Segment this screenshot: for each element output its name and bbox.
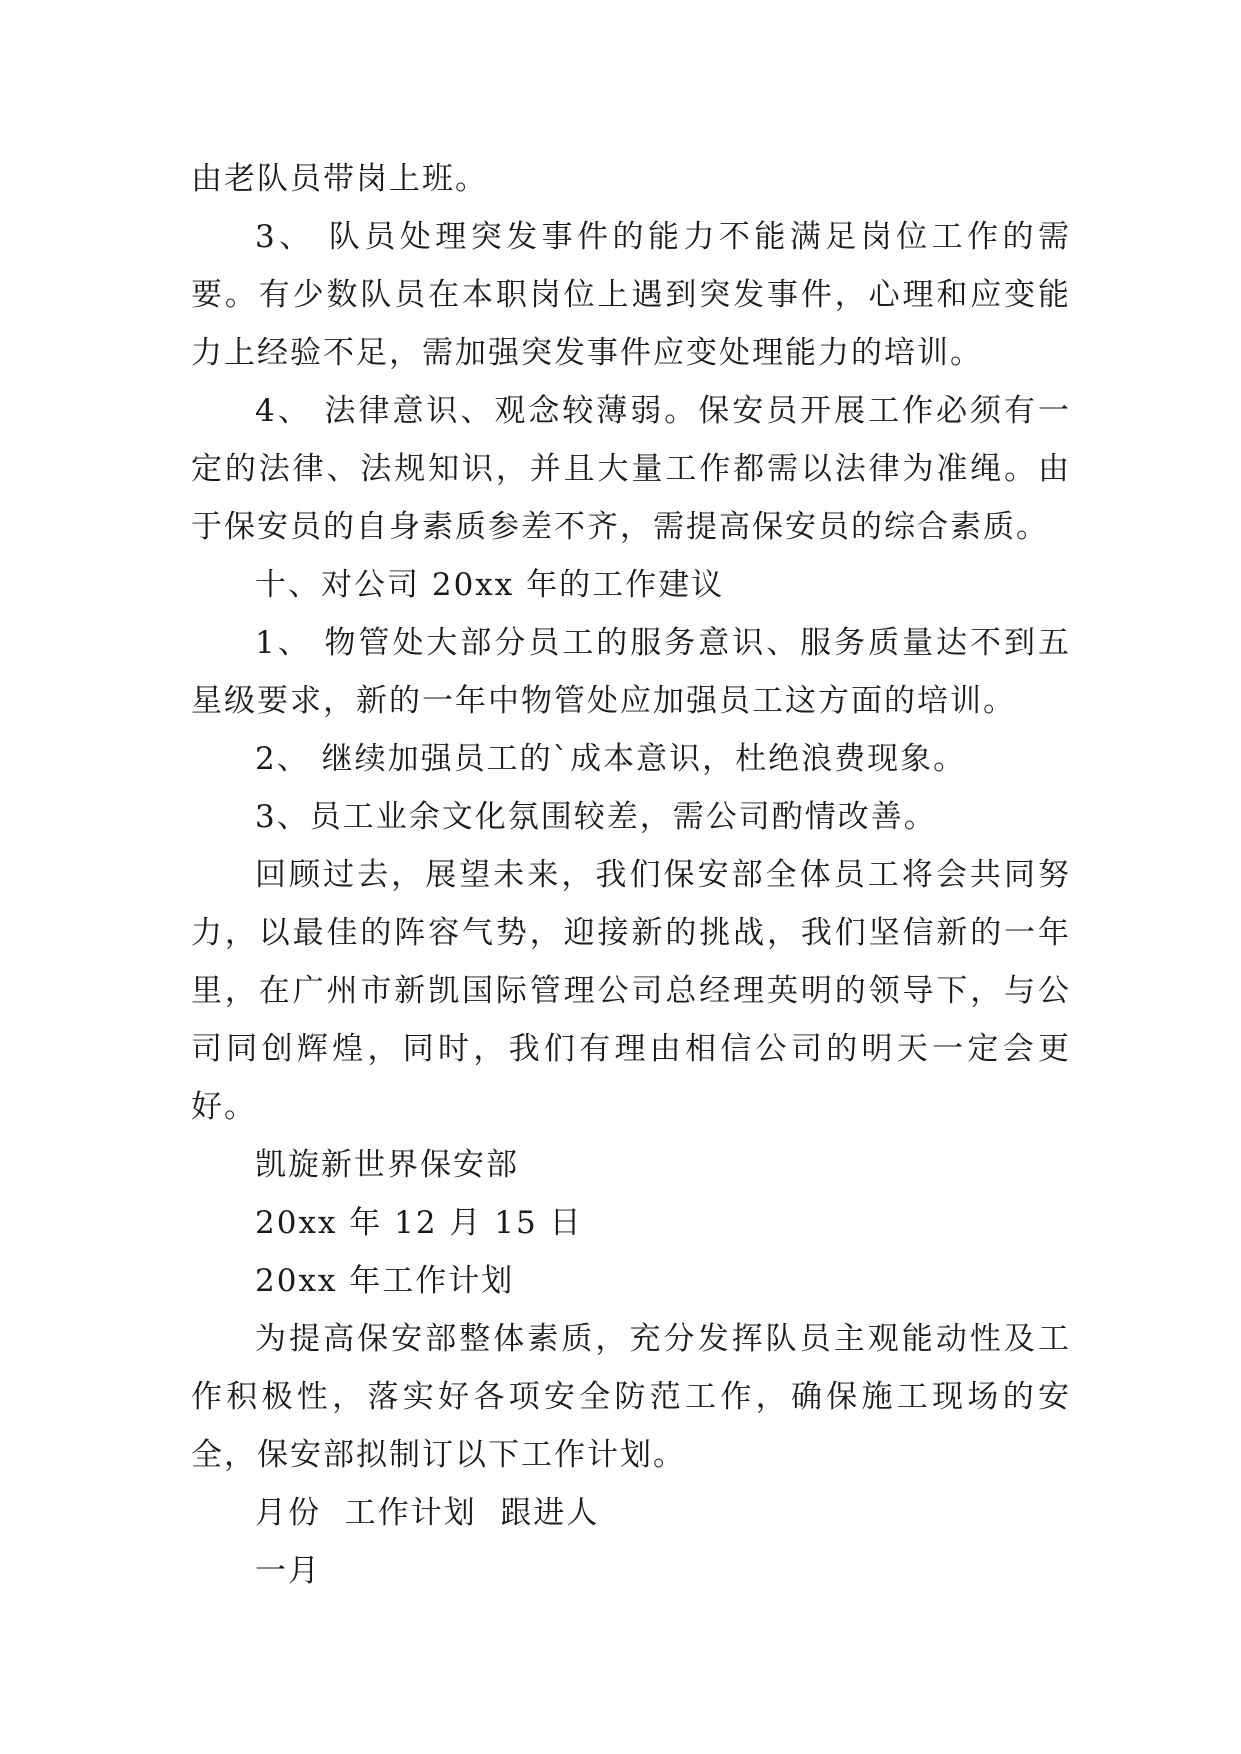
plan-month-january: 一月 xyxy=(255,1553,321,1589)
plan-intro: 为提高保安部整体素质，充分发挥队员主观能动性及工作积极性，落实好各项安全防范工作，确保施工现场的安全，保安部拟制订以下工作计划。 xyxy=(191,1321,1071,1473)
document-body xyxy=(191,150,1071,1600)
suggestion-item-1: 1、 物管处大部分员工的服务意识、服务质量达不到五星级要求，新的一年中物管处应加强员工这方面的培训。 xyxy=(191,625,1071,719)
plan-title: 20xx 年工作计划 xyxy=(255,1263,515,1299)
signature-department: 凯旋新世界保安部 xyxy=(255,1147,519,1183)
paragraph-item-4: 4、 法律意识、观念较薄弱。保安员开展工作必须有一定的法律、法规知识，并且大量工作都需以法律为准绳。由于保安员的自身素质参差不齐，需提高保安员的综合素质。 xyxy=(191,393,1071,545)
paragraph-continuation: 由老队员带岗上班。 xyxy=(191,161,488,197)
suggestion-item-3: 3、员工业余文化氛围较差，需公司酌情改善。 xyxy=(255,799,937,835)
plan-table-header: 月份 工作计划 跟进人 xyxy=(255,1495,600,1531)
section-heading-10: 十、对公司 20xx 年的工作建议 xyxy=(255,567,725,603)
closing-paragraph: 回顾过去，展望未来，我们保安部全体员工将会共同努力，以最佳的阵容气势，迎接新的挑战，我们坚信新的一年里，在广州市新凯国际管理公司总经理英明的领导下，与公司同创辉煌，同时，我们有理由相信公司的明天一定会更好。 xyxy=(191,857,1071,1125)
paragraph-item-3: 3、 队员处理突发事件的能力不能满足岗位工作的需要。有少数队员在本职岗位上遇到突发事件，心理和应变能力上经验不足，需加强突发事件应变处理能力的培训。 xyxy=(191,219,1071,371)
suggestion-item-2: 2、 继续加强员工的`成本意识，杜绝浪费现象。 xyxy=(255,741,967,777)
signature-date: 20xx 年 12 月 15 日 xyxy=(255,1205,583,1241)
